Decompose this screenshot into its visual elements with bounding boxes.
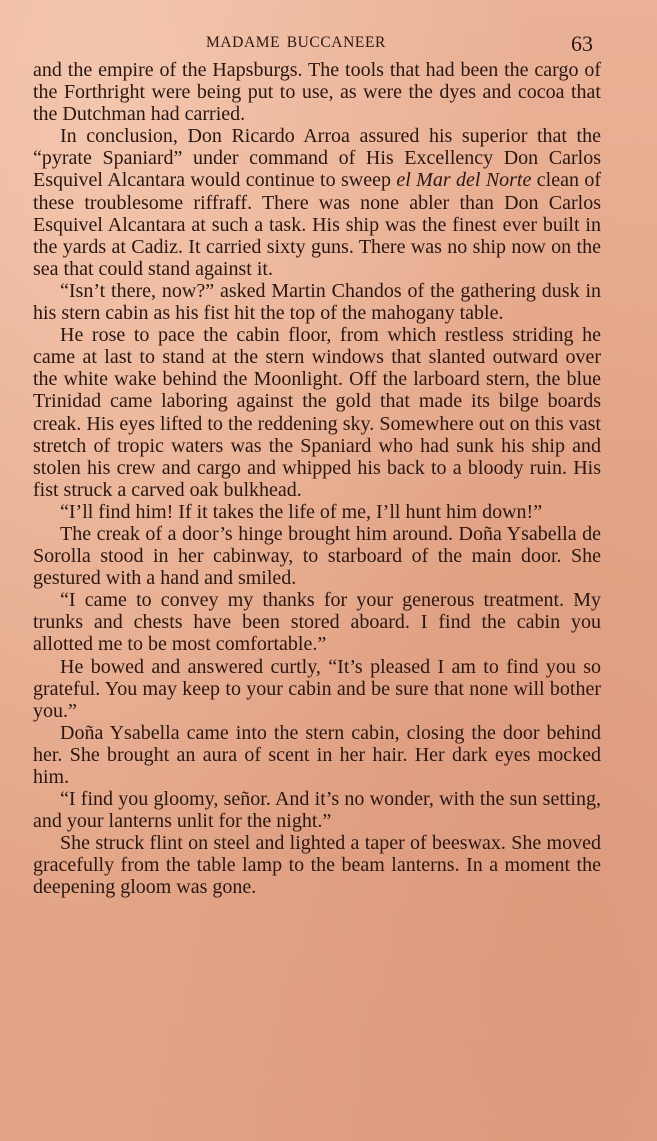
page-number: 63: [571, 31, 593, 56]
running-title: MADAME BUCCANEER: [206, 34, 386, 51]
paragraph: He bowed and answered curtly, “It’s pleased I am to find you so grateful. You may keep to your cabin and be sure that none will bother you.”: [33, 655, 601, 722]
body-text: [33, 59, 601, 899]
paragraph: “I came to convey my thanks for your generous treatment. My trunks and chests have been stored aboard. I find the cabin you allotted me to be most comfortable.”: [33, 589, 601, 656]
paragraph-text: In conclusion, Don Ricardo Arroa assured his superior that the “pyrate Spaniard” under command of His Excellency Don Carlos Esquivel Alcantara would continue to sweep: [33, 125, 601, 192]
paragraph: She struck flint on steel and lighted a taper of beeswax. She moved gracefully from the table lamp to the beam lanterns. In a moment the deepening gloom was gone.: [33, 832, 601, 899]
running-head: [0, 32, 657, 56]
paragraph: “I’ll find him! If it takes the life of me, I’ll hunt him down!”: [60, 500, 543, 523]
paragraph: “Isn’t there, now?” asked Martin Chandos of the gathering dusk in his stern cabin as his fist hit the top of the mahogany table.: [33, 279, 601, 325]
paragraph: “I find you gloomy, señor. And it’s no wonder, with the sun setting, and your lanterns unlit for the night.”: [33, 788, 601, 833]
paragraph-text: clean of these troublesome riffraff. There was none abler than Don Carlos Esquivel Alcantara at such a task. His ship was the finest ever built in the yards at Cadiz. It carried sixty guns. There was no ship now on the sea that could stand against it.: [33, 169, 601, 280]
paragraph: The creak of a door’s hinge brought him around. Doña Ysabella de Sorolla stood in her cabinway, to starboard of the main door. She gestured with a hand and smiled.: [33, 522, 601, 590]
paragraph: Doña Ysabella came into the stern cabin, closing the door behind her. She brought an aura of scent in her hair. Her dark eyes mocked him.: [33, 721, 601, 788]
paragraph: and the empire of the Hapsburgs. The tools that had been the cargo of the Forthright were being put to use, as were the dyes and cocoa that the Dutchman had carried.: [33, 59, 601, 126]
paragraph: He rose to pace the cabin floor, from which restless striding he came at last to stand at the stern windows that slanted outward over the white wake behind the Moonlight. Off the larboard stern, the blue Trinidad came laboring against the gold that made its bilge boards creak. His eyes lifted to the reddening sky. Somewhere out on this vast stretch of tropic waters was the Spaniard who had sunk his ship and stolen his crew and cargo and whipped his back to a bloody ruin. His fist struck a carved oak bulkhead.: [33, 324, 601, 501]
italic-phrase: el Mar del Norte: [396, 169, 532, 192]
paragraph: [33, 125, 601, 280]
